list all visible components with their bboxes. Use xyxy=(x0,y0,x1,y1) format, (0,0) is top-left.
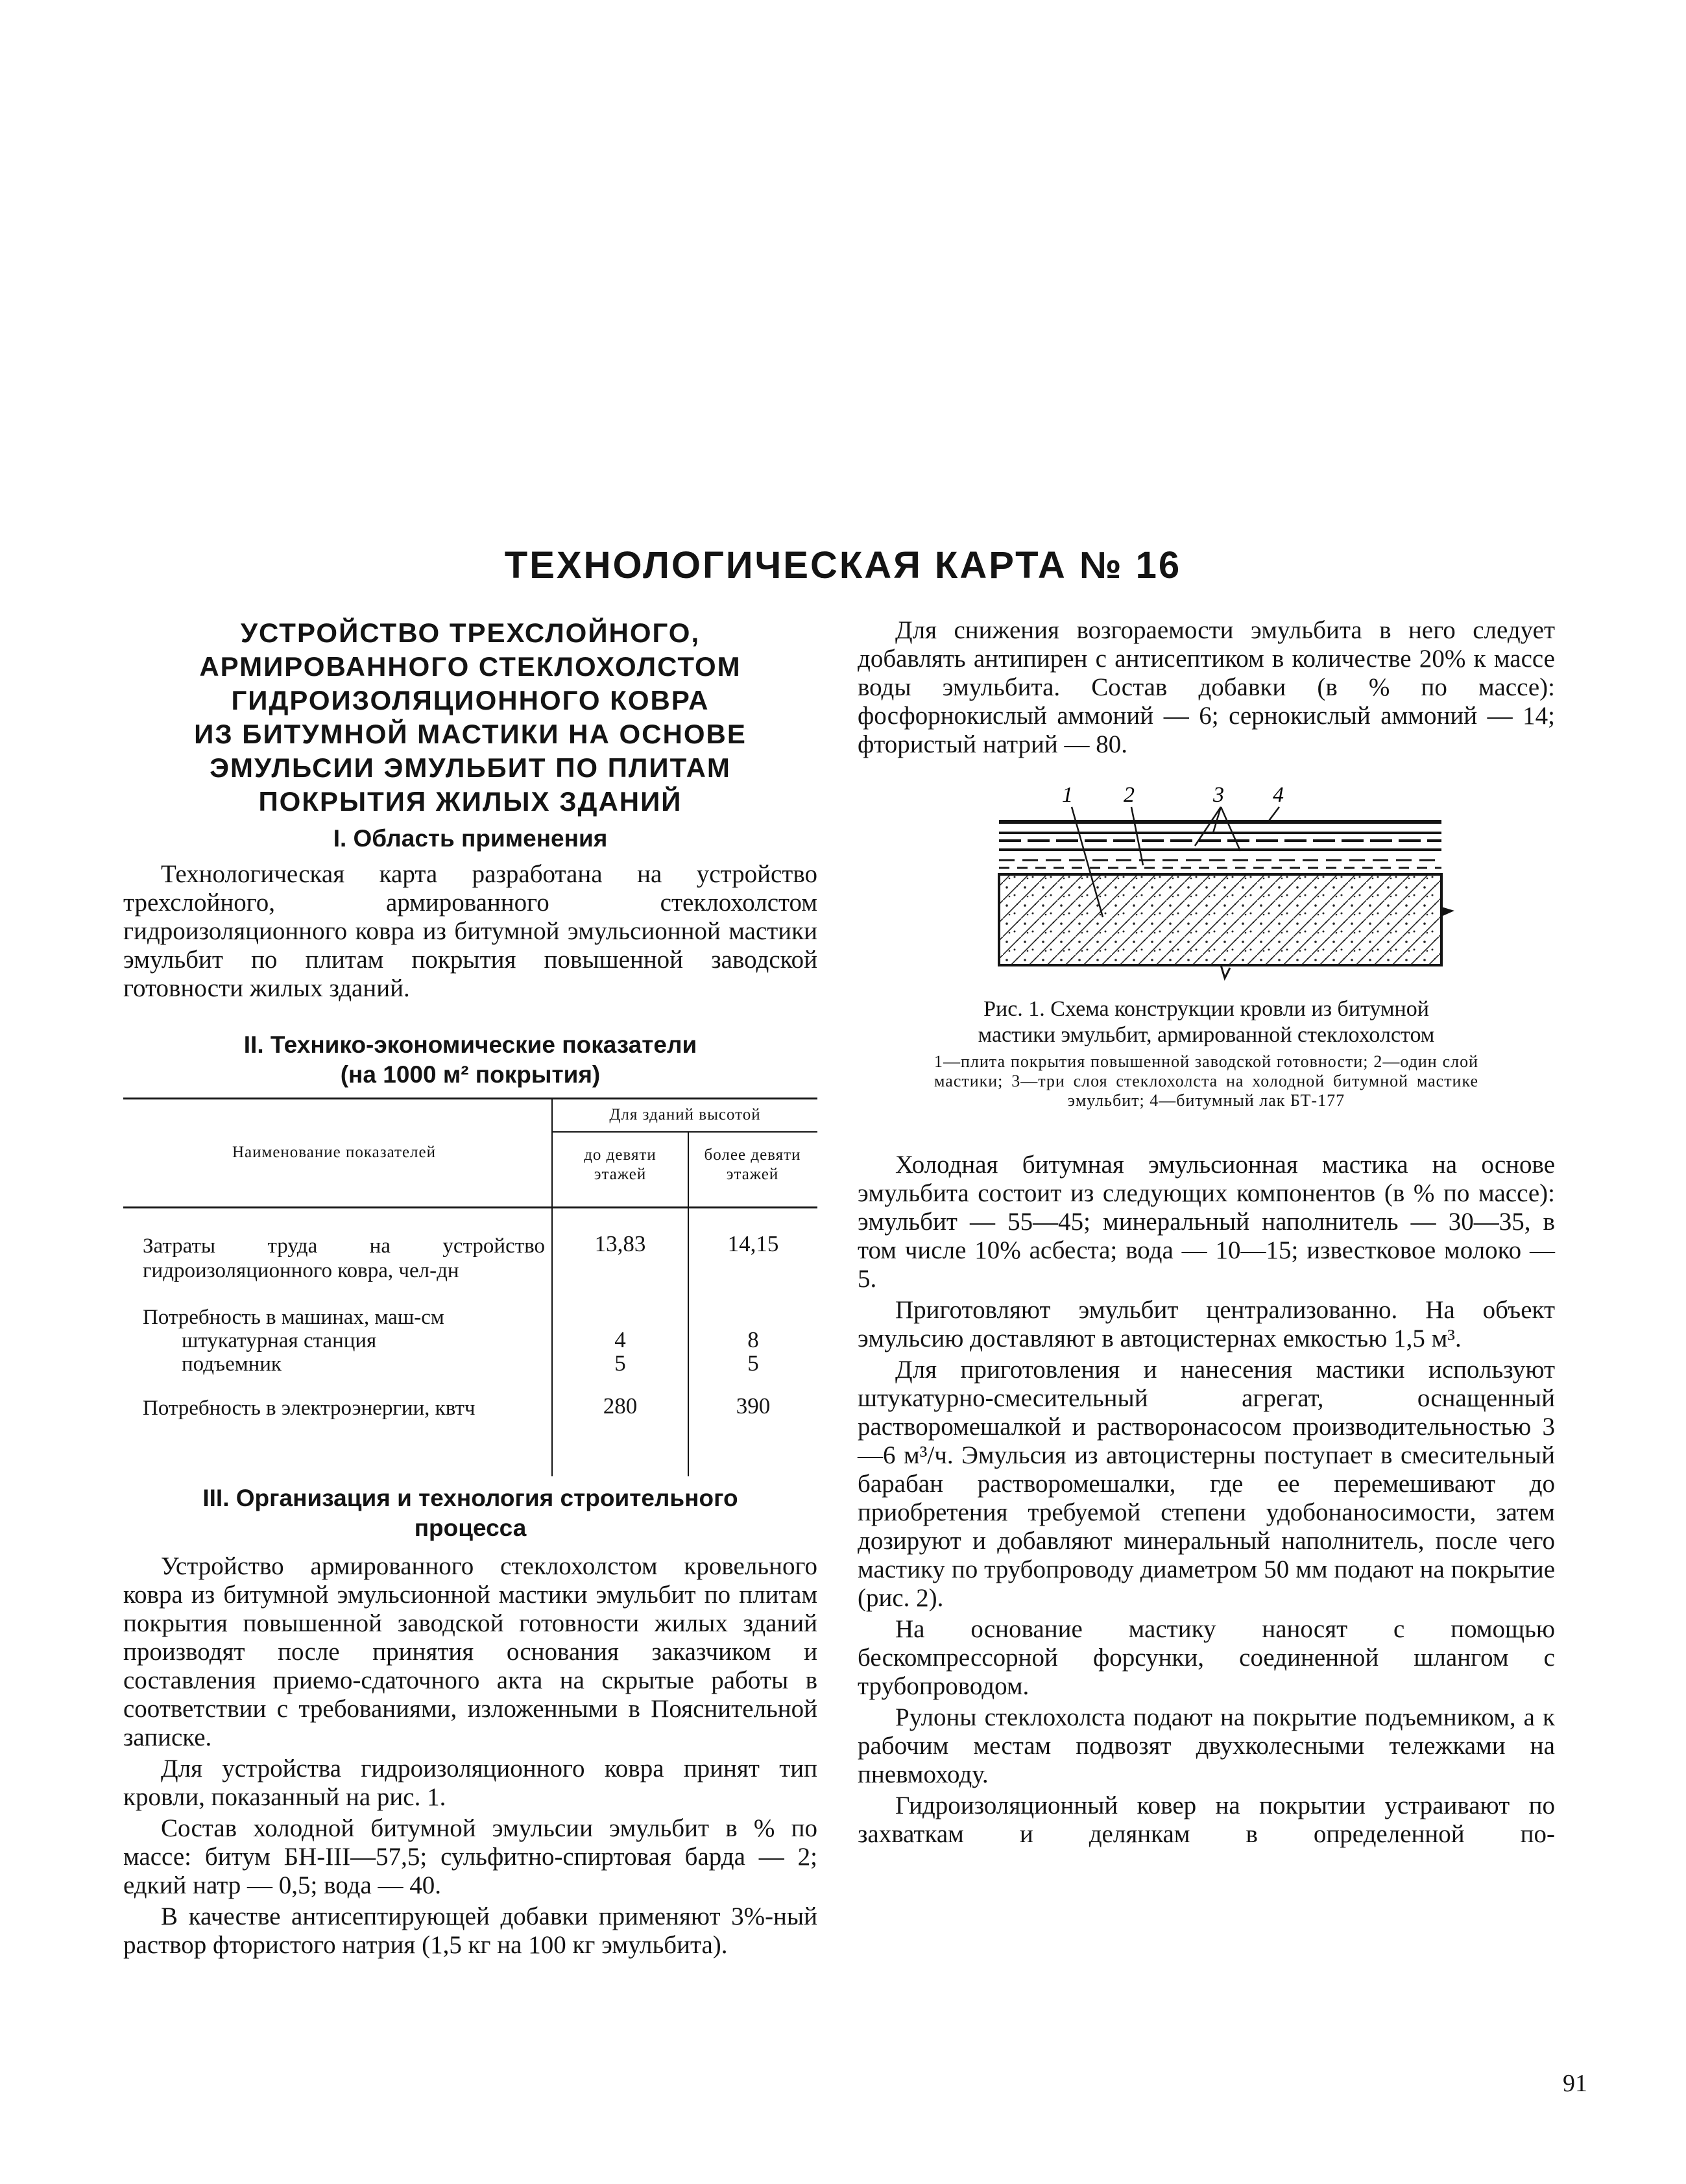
table-row-1-label: Затраты труда на устройство гидроизоляционного ковра, чел-дн xyxy=(143,1234,545,1282)
table-header-col2: более девяти этажей xyxy=(704,1146,801,1183)
table-row-3-label: Потребность в электроэнергии, квтч xyxy=(143,1397,476,1420)
section-3-paragraph: Устройство армированного стеклохолстом кровельного ковра из битумной эмульсионной мастики эмульбит по плитам покрытия повышенной заводской готовности жилых зданий производят после принятия основания заказчиком и составления приемо-сдаточного акта на скрытые работы в соответствии с требованиями, изложенными в Пояснительной записке. xyxy=(123,1552,817,1751)
section-2-title-line: (на 1000 м² покрытия) xyxy=(340,1061,601,1088)
section-2-title-line: II. Технико-экономические показатели xyxy=(243,1031,697,1058)
figure-label-2 xyxy=(1124,783,1135,807)
section-1-text: Технологическая карта разработана на устройство трехслойного, армированного стеклохолстом гидроизоляционного ковра из битумной эмульсионной мастики эмульбит по плитам покрытия повышенной заводской готовности жилых зданий. xyxy=(123,860,817,1002)
roof-diagram xyxy=(858,773,1555,987)
table-row-2b-value-1: 5 xyxy=(614,1350,626,1376)
section-1-title: I. Область применения xyxy=(333,825,608,852)
figure-label-3 xyxy=(1212,783,1224,807)
section-3-paragraph: Для устройства гидроизоляционного ковра принят тип кровли, показанный на рис. 1. xyxy=(123,1755,817,1811)
table-row-2a-label: штукатурная станция xyxy=(182,1329,377,1352)
layer-varnish xyxy=(999,820,1441,824)
figure-legend: 1—плита покрытия повышенной заводской готовности; 2—один слой мастики; 3—три слоя стеклохолста на холодной битумной мастике эмульбит; 4—битумный лак БТ-177 xyxy=(934,1052,1478,1110)
table-row-2a-value-1: 4 xyxy=(614,1327,626,1352)
right-paragraph: Холодная битумная эмульсионная мастика на основе эмульбита состоит из следующих компонентов (в % по массе): эмульбит — 55—45; минеральный наполнитель — 30—35, в том числе 10% асбеста; вода — 10—15; известковое молоко — 5. xyxy=(858,1151,1555,1293)
page-title: ТЕХНОЛОГИЧЕСКАЯ КАРТА № 16 xyxy=(504,544,1182,586)
page-number: 91 xyxy=(1563,2070,1587,2097)
table-row-2b-value-2: 5 xyxy=(747,1350,759,1376)
heading-line: УСТРОЙСТВО ТРЕХСЛОЙНОГО, xyxy=(240,618,701,648)
heading-line: ПОКРЫТИЯ ЖИЛЫХ ЗДАНИЙ xyxy=(258,786,682,817)
right-paragraph: Рулоны стеклохолста подают на покрытие подъемником, а к рабочим местам подвозят двухколесными тележками на пневмоходу. xyxy=(858,1703,1555,1788)
table-row-3-value-2: 390 xyxy=(736,1393,771,1419)
svg-text:4: 4 xyxy=(1273,783,1284,807)
table-row-1-value-2: 14,15 xyxy=(727,1231,779,1256)
section-2-title xyxy=(123,1030,817,1090)
svg-text:2: 2 xyxy=(1124,783,1135,807)
layer-slab xyxy=(999,874,1441,965)
figure-label-4 xyxy=(1273,783,1284,807)
table-row-2-label: Потребность в машинах, маш-см xyxy=(143,1306,444,1329)
table-header-group: Для зданий высотой xyxy=(609,1106,761,1123)
right-paragraph: Для снижения возгораемости эмульбита в него следует добавлять антипирен с антисептиком в количестве 20% к массе воды эмульбита. Состав добавки (в % по массе): фосфорнокислый аммоний — 6; сернокислый аммоний — 14; фтористый натрий — 80. xyxy=(858,616,1555,758)
figure-label-1 xyxy=(1062,783,1073,807)
table-header-col1: до девяти этажей xyxy=(584,1146,656,1183)
svg-text:3: 3 xyxy=(1213,783,1224,807)
heading-line: ГИДРОИЗОЛЯЦИОННОГО КОВРА xyxy=(231,685,710,715)
figure-caption: Рис. 1. Схема конструкции кровли из битумной мастики эмульбит, армированной стеклохолстом xyxy=(978,997,1435,1047)
table-row-2b-label: подъемник xyxy=(182,1352,282,1376)
heading-line: АРМИРОВАННОГО СТЕКЛОХОЛСТОМ xyxy=(199,651,741,682)
left-column xyxy=(123,616,817,1960)
right-paragraph: Приготовляют эмульбит централизованно. На объект эмульсию доставляют в автоцистернах емкостью 1,5 м³. xyxy=(858,1296,1555,1352)
right-column xyxy=(858,616,1555,1849)
heading-line: ИЗ БИТУМНОЙ МАСТИКИ НА ОСНОВЕ xyxy=(194,719,747,749)
table-row-2a-value-2: 8 xyxy=(747,1327,759,1352)
table-row-1-value-1: 13,83 xyxy=(594,1231,646,1256)
right-paragraph: Гидроизоляционный ковер на покрытии устраивают по захваткам и делянкам в определенной по- xyxy=(858,1792,1555,1848)
table-row-3-value-1: 280 xyxy=(603,1393,638,1419)
right-paragraph: Для приготовления и нанесения мастики используют штукатурно-смесительный агрегат, оснащенный растворомешалкой и растворонасосом производительностью 3—6 м³/ч. Эмульсия из автоцистерны поступает в смесительный барабан растворомешалки, где ее перемешивают до приобретения требуемой степени удобонаносимости, затем дозируют и добавляют минеральный наполнитель, после чего мастику по трубопроводу диаметром 50 мм подают на покрытие (рис. 2). xyxy=(858,1356,1555,1612)
section-3-title xyxy=(123,1483,817,1543)
section-3-paragraph: Состав холодной битумной эмульсии эмульбит в % по массе: битум БН-III—57,5; сульфитно-спиртовая барда — 2; едкий натр — 0,5; вода — 40. xyxy=(123,1814,817,1899)
svg-text:1: 1 xyxy=(1062,783,1073,807)
section-3-title-line: III. Организация и технология строительного xyxy=(202,1485,738,1511)
table-header-name: Наименование показателей xyxy=(232,1144,437,1161)
document-heading xyxy=(123,616,817,819)
heading-line: ЭМУЛЬСИИ ЭМУЛЬБИТ ПО ПЛИТАМ xyxy=(210,752,731,783)
section-3-title-line: процесса xyxy=(414,1515,527,1541)
leader-2 xyxy=(1131,807,1143,865)
section-3-paragraph: В качестве антисептирующей добавки применяют 3%-ный раствор фтористого натрия (1,5 кг на 100 кг эмульбита). xyxy=(123,1902,817,1959)
right-paragraph: На основание мастику наносят с помощью бескомпрессорной форсунки, соединенной шлангом с трубопроводом. xyxy=(858,1615,1555,1700)
indicators-table xyxy=(123,1098,817,1477)
